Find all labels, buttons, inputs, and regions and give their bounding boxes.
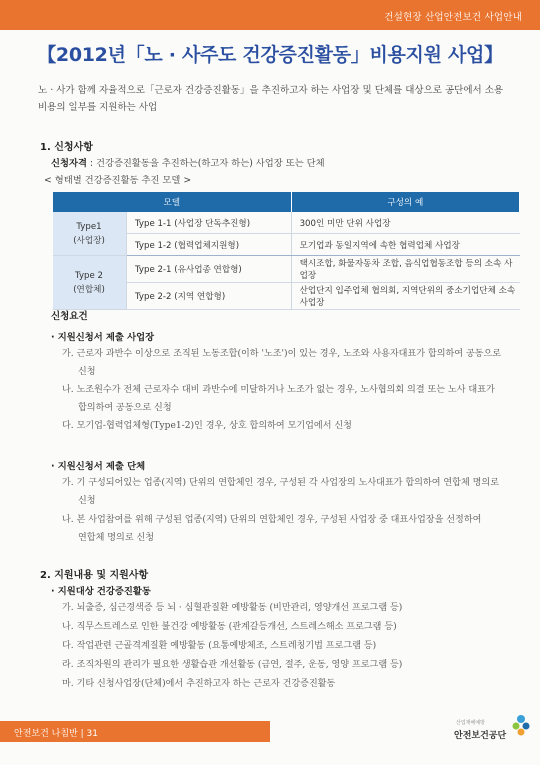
section2-heading: 2. 지원내용 및 지원사항	[40, 570, 149, 581]
list-item: 나. 노조원수가 전체 근로자수 대비 과반수에 미달하거나 노조가 없는 경우, 노사협의회 의결 또는 노사 대표가 합의하여 공동으로 신청	[62, 385, 495, 413]
qualification-text: : 건강증진활동을 추진하는(하고자 하는) 사업장 또는 단체	[86, 158, 325, 169]
header-example: 구성의 예	[291, 192, 519, 212]
model-table-header	[53, 192, 520, 212]
table-row	[53, 212, 520, 234]
example-cell: 모기업과 동일지역에 속한 협력업체 사업장	[291, 234, 519, 256]
type-name: Type 2	[75, 270, 103, 281]
type-sub: (연합체)	[73, 284, 105, 295]
footer-page-label: 안전보건 나침반 | 31	[14, 729, 98, 739]
support-target-title: · 지원대상 건강증진활동	[51, 586, 151, 597]
header-band-text: 건설현장 산업안전보건 사업안내	[384, 12, 522, 23]
model-cell: Type 1-2 (협력업체지원형)	[127, 234, 292, 256]
header-model: 모델	[53, 192, 291, 212]
example-cell: 산업단지 입주업체 협의회, 지역단위의 중소기업단체 소속사업장	[291, 283, 519, 310]
type-name: Type1	[76, 221, 102, 232]
req-group-title: · 지원신청서 제출 단체	[51, 461, 146, 472]
list-item: 가. 근로자 과반수 이상으로 조직된 노동조합(이하 '노조')이 있는 경우, 노조와 사용자대표가 합의하여 공동으로 신청	[62, 349, 502, 377]
type-cell	[53, 212, 127, 256]
req-workplace-title: · 지원신청서 제출 사업장	[51, 332, 155, 343]
model-table-title: < 형태별 건강증진활동 추진 모델 >	[44, 175, 192, 186]
model-table	[53, 192, 520, 310]
list-item: 나. 본 사업참여를 위해 구성된 업종(지역) 단위의 연합체인 경우, 구성된 사업장 중 대표사업장을 선정하여 연합체 명의로 신청	[62, 515, 482, 543]
type-cell	[53, 256, 127, 310]
qualification-label: 신청자격	[51, 158, 87, 169]
requirements-title: 신청요건	[51, 311, 88, 322]
qualification-line	[51, 155, 325, 169]
type-sub: (사업장)	[73, 235, 105, 246]
header-band	[0, 0, 540, 30]
list-item: 가. 기 구성되어있는 업종(지역) 단위의 연합체인 경우, 구성된 각 사업장의 노사대표가 합의하여 연합체 명의로 신청	[62, 478, 499, 506]
example-cell: 택시조합, 화물자동차 조합, 음식업협동조합 등의 소속 사업장	[291, 256, 519, 283]
kosha-logo	[450, 712, 530, 746]
list-item: 나. 직무스트레스로 인한 불건강 예방활동 (관계갈등개선, 스트레스해소 프로그램 등)	[62, 622, 397, 632]
page-title: 【2012년「노 · 사주도 건강증진활동」비용지원 사업】	[37, 44, 503, 66]
list-item: 라. 조직차원의 관리가 필요한 생활습관 개선활동 (금연, 절주, 운동, 영양 프로그램 등)	[62, 660, 403, 670]
list-item: 마. 기타 신청사업장(단체)에서 추진하고자 하는 근로자 건강증진활동	[62, 679, 336, 689]
model-cell: Type 2-2 (지역 연합형)	[127, 283, 292, 310]
model-cell: Type 2-1 (유사업종 연합형)	[127, 256, 292, 283]
kosha-emblem-icon	[512, 714, 530, 736]
list-item: 가. 뇌출증, 심근경색증 등 뇌 · 심혈관질환 예방활동 (비만관리, 영양개선 프로그램 등)	[62, 603, 403, 613]
table-row	[53, 256, 520, 283]
list-item: 다. 작업관련 근골격계질환 예방활동 (요통예방체조, 스트레칭기법 프로그램 등)	[62, 641, 377, 651]
model-cell: Type 1-1 (사업장 단독추진형)	[127, 212, 292, 234]
logo-subtitle: 산업재해예방	[456, 720, 485, 726]
footer-band	[0, 721, 270, 742]
section1-heading: 1. 신청사항	[40, 142, 93, 153]
list-item: 다. 모기업-협력업체형(Type1-2)인 경우, 상호 합의하여 모기업에서 신청	[62, 421, 352, 431]
intro-paragraph: 노 · 사가 함께 자율적으로「근로자 건강증진활동」을 추진하고자 하는 사업장 및 단체를 대상으로 공단에서 소용비용의 일부를 지원하는 사업	[38, 85, 504, 113]
example-cell: 300인 미만 단위 사업장	[291, 212, 519, 234]
logo-name: 안전보건공단	[454, 731, 507, 741]
